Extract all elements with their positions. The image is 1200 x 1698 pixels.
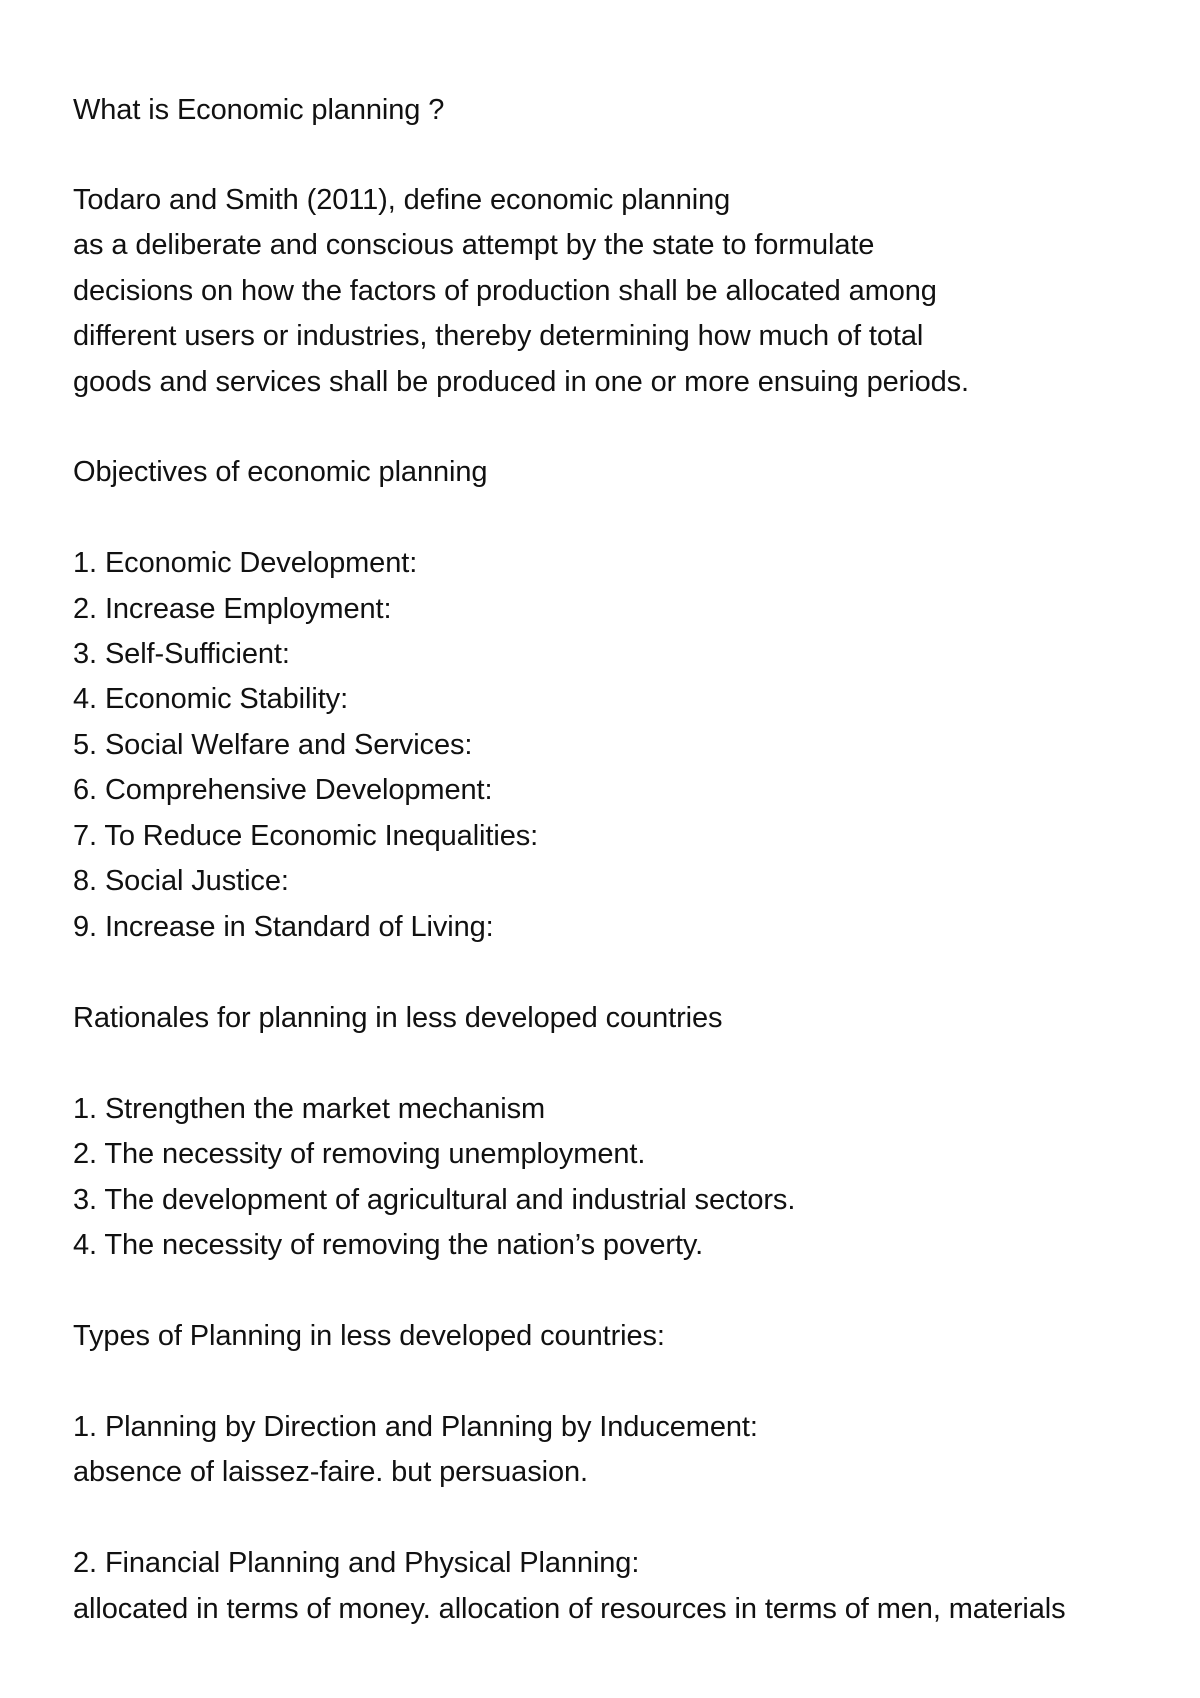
objective-item: 1. Economic Development:	[73, 547, 418, 579]
definition-line: different users or industries, thereby determining how much of total	[73, 320, 924, 352]
objective-item: 3. Self-Sufficient:	[73, 638, 290, 670]
types-heading: Types of Planning in less developed countries:	[73, 1320, 665, 1352]
objective-item: 5. Social Welfare and Services:	[73, 729, 473, 761]
objective-item: 4. Economic Stability:	[73, 683, 349, 715]
document-title: What is Economic planning ?	[73, 94, 445, 126]
definition-line: decisions on how the factors of production shall be allocated among	[73, 275, 937, 307]
objective-item: 6. Comprehensive Development:	[73, 774, 493, 806]
rationale-item: 4. The necessity of removing the nation’s poverty.	[73, 1229, 704, 1261]
objective-item: 7. To Reduce Economic Inequalities:	[73, 820, 539, 852]
rationale-item: 2. The necessity of removing unemployment.	[73, 1138, 646, 1170]
objective-item: 2. Increase Employment:	[73, 593, 392, 625]
definition-line: goods and services shall be produced in one or more ensuing periods.	[73, 366, 969, 398]
rationales-heading: Rationales for planning in less developed countries	[73, 1002, 723, 1034]
type-title: 2. Financial Planning and Physical Planning:	[73, 1547, 640, 1579]
rationale-item: 1. Strengthen the market mechanism	[73, 1093, 546, 1125]
type-description: absence of laissez-faire. but persuasion.	[73, 1456, 588, 1488]
definition-line: Todaro and Smith (2011), define economic planning	[73, 184, 731, 216]
type-title: 1. Planning by Direction and Planning by Inducement:	[73, 1411, 758, 1443]
objective-item: 9. Increase in Standard of Living:	[73, 911, 494, 943]
objectives-heading: Objectives of economic planning	[73, 456, 488, 488]
type-description: allocated in terms of money. allocation of resources in terms of men, materials	[73, 1593, 1066, 1625]
objective-item: 8. Social Justice:	[73, 865, 289, 897]
definition-line: as a deliberate and conscious attempt by the state to formulate	[73, 229, 875, 261]
rationale-item: 3. The development of agricultural and industrial sectors.	[73, 1184, 796, 1216]
